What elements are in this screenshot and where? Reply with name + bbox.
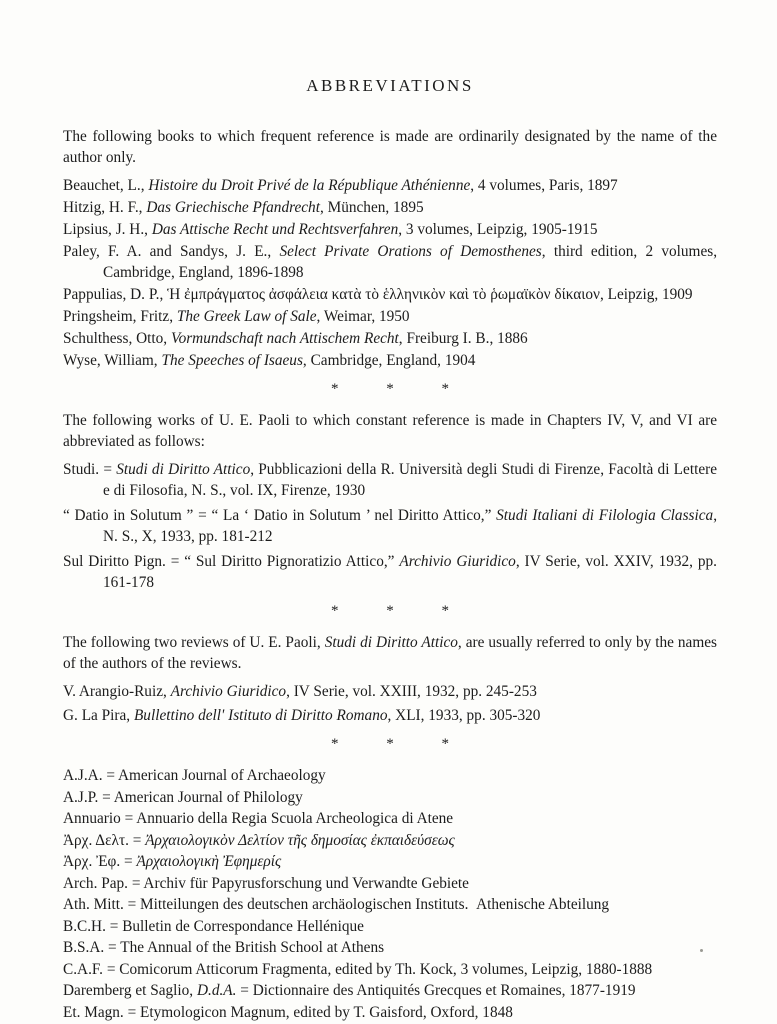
- list-entry: [63, 980, 717, 1001]
- italic-text-segment: Studi di Diritto Attico: [324, 634, 458, 651]
- text-segment: , 3 volumes, Leipzig, 1905-1915: [398, 221, 598, 238]
- list-entry: [63, 787, 717, 808]
- list-entry: [63, 459, 717, 501]
- text-segment: Annuario = Annuario della Regia Scuola Archeologica di Atene: [63, 810, 454, 827]
- text-segment: Daremberg et Saglio,: [63, 982, 197, 999]
- text-segment: , XLI, 1933, pp. 305-320: [387, 707, 541, 724]
- text-segment: Wyse, William,: [63, 352, 162, 369]
- list-entry: [63, 851, 717, 872]
- text-segment: Pappulias, D. P.,: [63, 286, 168, 303]
- list-entry: [63, 551, 717, 593]
- section-separator-stars: * * *: [331, 381, 449, 397]
- italic-text-segment: Ἀρχαιολογικὴ Ἐφημερίς: [136, 853, 282, 870]
- list-entry: [63, 705, 717, 726]
- list-entry: [63, 830, 717, 851]
- italic-text-segment: Select Private Orations of Demosthenes: [279, 243, 542, 260]
- list-entry: [63, 916, 717, 937]
- list-entry: [63, 219, 717, 240]
- scan-artifact-dot: [700, 949, 703, 952]
- abbreviations-list: [63, 765, 717, 1023]
- list-entry: [63, 937, 717, 958]
- text-segment: G. La Pira,: [63, 707, 134, 724]
- list-entry: [63, 765, 717, 786]
- text-segment: Beauchet, L.,: [63, 177, 149, 194]
- text-segment: B.C.H. = Bulletin de Correspondance Hellénique: [63, 917, 364, 935]
- section-separator-stars: * * *: [331, 736, 449, 752]
- text-segment: , Freiburg I. B., 1886: [398, 330, 528, 347]
- italic-text-segment: Vormundschaft nach Attischem Recht: [170, 330, 399, 347]
- books-reference-list: [63, 175, 717, 371]
- paoli-intro-paragraph: [63, 410, 717, 452]
- italic-text-segment: Das Griechische Pfandrecht: [146, 199, 320, 216]
- reviews-list: [63, 681, 717, 726]
- italic-text-segment: Archivio Giuridico: [399, 553, 516, 570]
- text-segment: Arch. Pap. = Archiv für Papyrusforschung und Verwandte Gebiete: [63, 874, 469, 892]
- paoli-works-list: [63, 459, 717, 593]
- list-entry: [63, 873, 717, 894]
- italic-text-segment: Ἀρχαιολογικὸν Δελτίον τῆς δημοσίας ἐκπαιδεύσεως: [145, 831, 455, 849]
- text-segment: Pringsheim, Fritz,: [63, 308, 177, 325]
- text-segment: The following two reviews of U. E. Paoli,: [63, 634, 325, 651]
- section-separator-stars: * * *: [331, 603, 449, 619]
- text-segment: Paley, F. A. and Sandys, J. E.,: [63, 243, 280, 260]
- list-entry: [63, 284, 717, 305]
- text-segment: , Cambridge, England, 1904: [302, 352, 476, 369]
- list-entry: [63, 241, 717, 283]
- text-segment: , are usually referred to only by the names of the authors of the reviews.: [63, 634, 717, 672]
- text-segment: The following books to which frequent reference is made are ordinarily designated by the name of the author only.: [63, 128, 717, 166]
- list-entry: [63, 681, 717, 702]
- italic-text-segment: Bullettino dell' Istituto di Diritto Romano: [133, 707, 388, 724]
- italic-text-segment: Archivio Giuridico: [170, 683, 287, 700]
- list-entry: [63, 328, 717, 349]
- list-entry: [63, 306, 717, 327]
- list-entry: [63, 350, 717, 371]
- text-segment: Ἀρχ. Ἐφ. =: [63, 853, 137, 870]
- text-segment: Schulthess, Otto,: [63, 330, 171, 347]
- text-segment: Lipsius, J. H.,: [63, 221, 152, 238]
- text-segment: = Dictionnaire des Antiquités Grecques et Romaines, 1877-1919: [236, 982, 636, 999]
- text-segment: , IV Serie, vol. XXIII, 1932, pp. 245-253: [286, 683, 537, 700]
- italic-text-segment: The Greek Law of Sale: [176, 308, 317, 325]
- text-segment: , München, 1895: [319, 199, 424, 216]
- italic-text-segment: Das Attische Recht und Rechtsverfahren: [151, 221, 399, 238]
- text-segment: The following works of U. E. Paoli to which constant reference is made in Chapters IV, V, and VI are abbreviated as follows:: [63, 412, 717, 450]
- text-segment: V. Arangio-Ruiz,: [63, 683, 171, 700]
- text-segment: , Leipzig, 1909: [599, 286, 693, 303]
- text-segment: A.J.P. = American Journal of Philology: [63, 788, 303, 806]
- page-title: ABBREVIATIONS: [306, 76, 474, 95]
- list-entry: [63, 808, 717, 829]
- text-segment: Ἡ ἐμπράγματος ἀσφάλεια κατὰ τὸ ἑλληνικὸν καὶ τὸ ῥωμαϊκὸν δίκαιον: [167, 286, 600, 303]
- text-segment: Hitzig, H. F.,: [63, 199, 147, 216]
- text-segment: C.A.F. = Comicorum Atticorum Fragmenta, edited by Th. Kock, 3 volumes, Leipzig, 1880-1888: [63, 960, 653, 978]
- list-entry: [63, 959, 717, 980]
- text-segment: , N. S., X, 1933, pp. 181-212: [103, 507, 718, 545]
- text-segment: Ath. Mitt. = Mitteilungen des deutschen archäologischen Instituts. Athenische Abteilung: [63, 896, 610, 913]
- text-segment: , Weimar, 1950: [316, 308, 410, 325]
- text-segment: , IV Serie, vol. XXIV, 1932, pp. 161-178: [103, 553, 717, 591]
- text-segment: , third edition, 2 volumes, Cambridge, England, 1896-1898: [103, 243, 718, 281]
- books-intro-paragraph: [63, 126, 717, 168]
- text-segment: Sul Diritto Pign. = “ Sul Diritto Pignoratizio Attico,”: [63, 553, 400, 570]
- list-entry: [63, 1002, 717, 1023]
- text-segment: “ Datio in Solutum ” = “ La ‘ Datio in Solutum ’ nel Diritto Attico,”: [63, 507, 497, 524]
- italic-text-segment: Studi di Diritto Attico: [116, 461, 251, 478]
- text-segment: Ἀρχ. Δελτ. =: [63, 831, 146, 849]
- reviews-intro-paragraph: [63, 632, 717, 674]
- text-segment: B.S.A. = The Annual of the British School at Athens: [63, 939, 385, 956]
- list-entry: [63, 197, 717, 218]
- text-segment: , Pubblicazioni della R. Università degli Studi di Firenze, Facoltà di Lettere e di Filosofia, N. S., vol. IX, Firenze, 1930: [103, 461, 717, 499]
- text-segment: , 4 volumes, Paris, 1897: [470, 177, 618, 194]
- list-entry: [63, 505, 717, 547]
- italic-text-segment: The Speeches of Isaeus: [161, 352, 303, 369]
- italic-text-segment: D.d.A.: [196, 982, 237, 999]
- italic-text-segment: Studi Italiani di Filologia Classica: [496, 507, 714, 524]
- text-segment: A.J.A. = American Journal of Archaeology: [63, 767, 326, 784]
- list-entry: [63, 175, 717, 196]
- text-segment: Studi. =: [63, 461, 117, 478]
- text-segment: Et. Magn. = Etymologicon Magnum, edited by T. Gaisford, Oxford, 1848: [63, 1003, 513, 1021]
- list-entry: [63, 894, 717, 915]
- italic-text-segment: Histoire du Droit Privé de la République Athénienne: [148, 177, 471, 194]
